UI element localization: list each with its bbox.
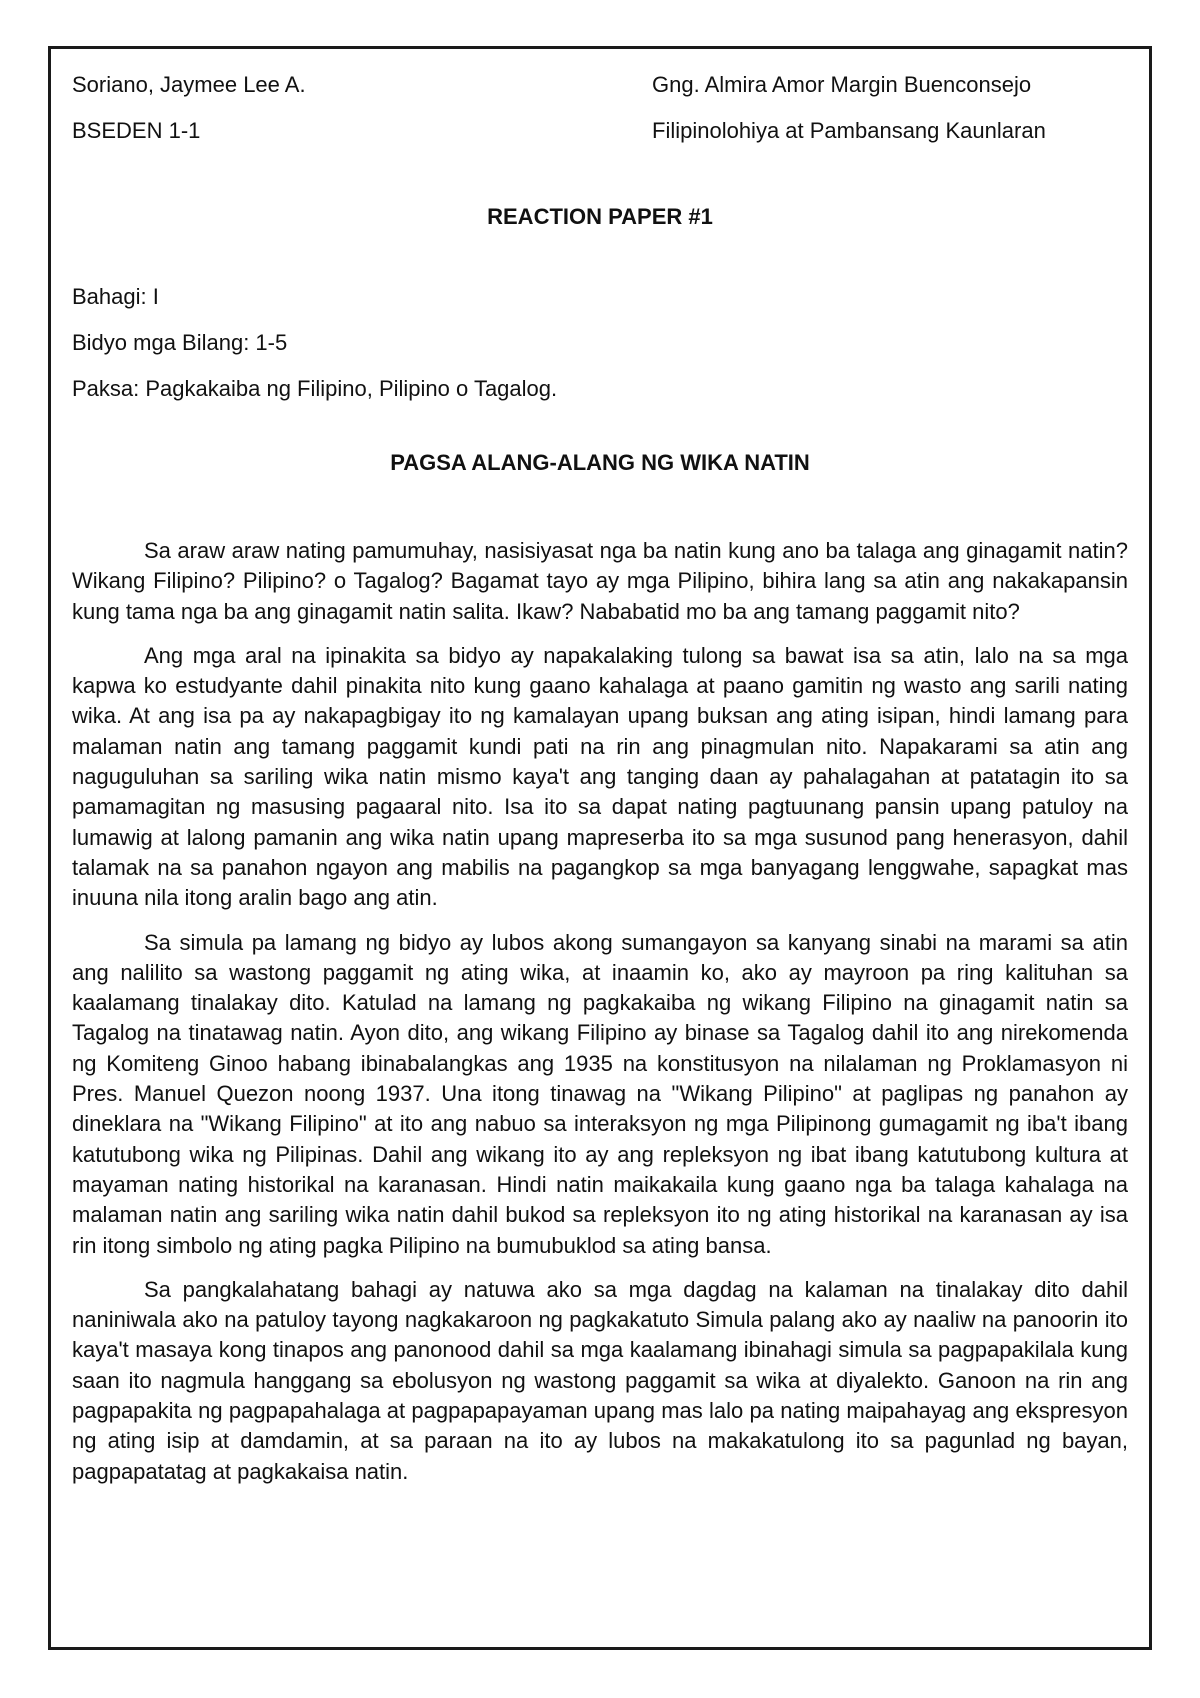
header-row-1 bbox=[72, 70, 1128, 116]
student-name: Soriano, Jaymee Lee A. bbox=[72, 72, 306, 97]
course-name: Filipinolohiya at Pambansang Kaunlaran bbox=[652, 118, 1046, 143]
meta-topic: Paksa: Pagkakaiba ng Filipino, Pilipino o Tagalog. bbox=[72, 376, 558, 401]
essay-paragraph: Sa pangkalahatang bahagi ay natuwa ako sa mga dagdag na kalaman na tinalakay dito dahil naniniwala ako na patuloy tayong nagkakaroon ng pagkakatuto Simula palang ako ay naaliw na panoorin ito kaya't masaya kong tinapos ang panonood dahil sa mga kaalamang ibinahagi simula sa pagpapakilala kung saan ito nagmula hanggang sa ebolusyon ng wastong paggamit sa wika at diyalekto. Ganoon na rin ang pagpapakita ng pagpapahalaga at pagpapapayaman upang mas lalo pa nating maipahayag ang ekspresyon ng ating isip at damdamin, at sa paraan na ito ay lubos na makakatulong ito sa pagunlad ng bayan, pagpapatatag at pagkakaisa natin. bbox=[72, 1276, 1128, 1484]
essay-title: PAGSA ALANG-ALANG NG WIKA NATIN bbox=[390, 450, 810, 475]
paper-title: REACTION PAPER #1 bbox=[487, 204, 713, 229]
header-row-2 bbox=[72, 116, 1128, 162]
essay-paragraph: Sa araw araw nating pamumuhay, nasisiyasat nga ba natin kung ano ba talaga ang ginagamit natin? Wikang Filipino? Pilipino? o Tagalog? Bagamat tayo ay mga Pilipino, bihira lang sa atin ang nakakapansin kung tama nga ba ang ginagamit natin salita. Ikaw? Nababatid mo ba ang tamang paggamit nito? bbox=[72, 538, 1128, 624]
meta-part: Bahagi: I bbox=[72, 284, 159, 309]
essay-paragraph: Ang mga aral na ipinakita sa bidyo ay napakalaking tulong sa bawat isa sa atin, lalo na sa mga kapwa ko estudyante dahil pinakita nito kung gaano kahalaga at paano gamitin ng wasto ang sarili nating wika. At ang isa pa ay nakapagbigay ito ng kamalayan upang buksan ang ating isipan, hindi lamang para malaman natin ang tamang paggamit kundi pati na rin ang pinagmulan nito. Napakarami sa atin ang naguguluhan sa sariling wika natin mismo kaya't ang tanging daan ay pahalagahan at patatagin ito sa pamamagitan ng masusing pagaaral nito. Isa ito sa dapat nating pagtuunang pansin upang patuloy na lumawig at lalong pamanin ang wika natin upang mapreserba ito sa mga susunod pang henerasyon, dahil talamak na sa panahon ngayon ang mabilis na pagangkop sa mga banyagang lenggwahe, sapagkat mas inuuna nila itong aralin bago ang atin. bbox=[72, 642, 1128, 911]
paper-meta bbox=[72, 282, 1128, 420]
essay-paragraph: Sa simula pa lamang ng bidyo ay lubos akong sumangayon sa kanyang sinabi na marami sa atin ang nalilito sa wastong paggamit ng ating wika, at inaamin ko, ako ay mayroon pa ring kalituhan sa kaalamang tinalakay dito. Katulad na lamang ng pagkakaiba ng wikang Filipino na ginagamit natin sa Tagalog na tinatawag natin. Ayon dito, ang wikang Filipino ay binase sa Tagalog dahil ito ang nirekomenda ng Komiteng Ginoo habang ibinabalangkas ang 1935 na konstitusyon na nilalaman ng Proklamasyon ni Pres. Manuel Quezon noong 1937. Una itong tinawag na "Wikang Pilipino" at paglipas ng panahon ay dineklara na "Wikang Filipino" at ito ang nabuo sa interaksyon ng mga Pilipinong gumagamit ng iba't ibang katutubong wika ng Pilipinas. Dahil ang wikang ito ay ang repleksyon ng ibat ibang katutubong kultura at mayaman nating historikal na karanasan. Hindi natin maikakaila kung gaano nga ba talaga kahalaga na malaman natin ang sariling wika natin dahil bukod sa repleksyon ito ng ating historikal na karanasan ay isa rin itong simbolo ng ating pagka Pilipino na bumubuklod sa ating bansa. bbox=[72, 929, 1128, 1258]
essay-body bbox=[72, 536, 1128, 1487]
document-content bbox=[72, 70, 1128, 1501]
instructor-name: Gng. Almira Amor Margin Buenconsejo bbox=[652, 72, 1032, 97]
meta-video-numbers: Bidyo mga Bilang: 1-5 bbox=[72, 330, 288, 355]
student-program: BSEDEN 1-1 bbox=[72, 118, 201, 143]
